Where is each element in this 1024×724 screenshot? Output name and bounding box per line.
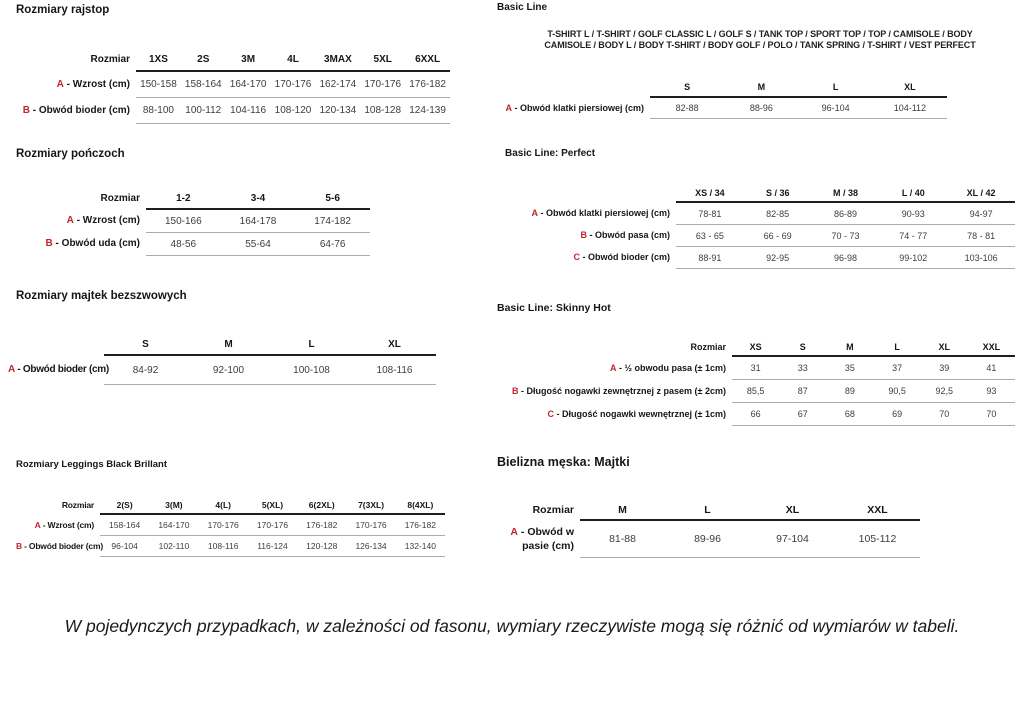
size-value: 97-104 <box>776 533 809 545</box>
table-header-row <box>490 78 947 98</box>
section-title-basic-line: Basic Line <box>497 2 548 13</box>
size-value: 69 <box>892 409 903 419</box>
size-table-leggings <box>16 496 445 557</box>
section-title-basic-line-perfect: Basic Line: Perfect <box>505 148 596 159</box>
column-header: XL <box>388 338 401 350</box>
size-value: 103-106 <box>964 252 998 263</box>
size-table-basic-line <box>490 78 947 119</box>
table-header-cells <box>676 184 1015 203</box>
table-row-cells <box>104 356 436 385</box>
size-value: 87 <box>797 386 808 396</box>
size-value: 55-64 <box>245 238 271 250</box>
row-letter: A <box>8 364 15 376</box>
size-value: 170-176 <box>364 79 402 90</box>
product-list-line-1: T-SHIRT L / T-SHIRT / GOLF CLASSIC L / GOLF S / TANK TOP / SPORT TOP / TOP / CAMISOLE / BODY <box>547 29 973 39</box>
size-value: 31 <box>750 363 761 373</box>
size-value: 100-112 <box>185 105 222 116</box>
size-table-majtki-bezszwowe <box>8 334 436 385</box>
column-header: 5(XL) <box>261 499 284 510</box>
table-corner-label: Rozmiar <box>532 503 574 516</box>
column-header: 3MAX <box>323 53 352 65</box>
size-value: 170-176 <box>355 520 387 530</box>
table-row <box>16 515 445 536</box>
size-value: 74 - 77 <box>899 230 928 241</box>
row-letter: C <box>573 252 580 263</box>
basic-line-product-list <box>500 29 1020 51</box>
column-header: XL / 42 <box>966 187 996 198</box>
row-letter: C <box>547 408 555 419</box>
table-row-cells <box>732 403 1015 426</box>
row-letter: A <box>510 526 518 539</box>
size-value: 48-56 <box>170 238 197 250</box>
size-value: 64-76 <box>319 238 346 250</box>
table-header-row <box>8 334 436 356</box>
table-row-cells <box>580 521 920 558</box>
row-letter: B <box>580 230 587 241</box>
table-row <box>12 72 450 98</box>
size-table-bielizna-meska <box>500 500 920 558</box>
table-header-cells <box>100 496 445 515</box>
section-title-ponczochy: Rozmiary pończoch <box>16 148 125 160</box>
size-value: 176-182 <box>409 79 446 90</box>
size-value: 170-176 <box>274 79 312 90</box>
table-row <box>497 247 1015 269</box>
size-value: 150-158 <box>140 79 177 90</box>
table-row <box>482 380 1015 403</box>
size-value: 94-97 <box>969 208 993 219</box>
size-value: 162-174 <box>319 79 357 90</box>
row-label: A - ½ obwodu pasa (± 1cm) <box>610 362 726 373</box>
table-row <box>500 521 920 558</box>
row-label: A - Obwód bioder (cm) <box>8 364 109 376</box>
table-row <box>16 536 445 557</box>
column-header: XS / 34 <box>695 187 725 198</box>
table-row <box>16 233 370 256</box>
size-table-rajstop <box>12 48 450 124</box>
column-header: 7(3XL) <box>358 499 385 510</box>
row-letter: A <box>66 215 74 227</box>
size-value: 35 <box>844 363 855 373</box>
size-value: 33 <box>797 363 808 373</box>
section-title-basic-line-skinny-hot: Basic Line: Skinny Hot <box>497 302 611 314</box>
row-letter: B <box>512 385 519 396</box>
table-row <box>497 203 1015 225</box>
size-value: 164-170 <box>229 79 267 90</box>
table-corner-label: Rozmiar <box>100 193 140 205</box>
table-corner-label: Rozmiar <box>61 500 94 511</box>
size-value: 126-134 <box>355 541 387 551</box>
column-header: XL <box>938 341 950 352</box>
size-value: 66 - 69 <box>763 230 792 241</box>
size-value: 164-170 <box>158 520 190 530</box>
column-header: XS <box>749 341 762 352</box>
size-value: 88-91 <box>698 252 722 263</box>
row-letter: A <box>505 102 512 113</box>
size-value: 99-102 <box>899 252 928 263</box>
size-value: 164-178 <box>239 215 277 227</box>
table-header-row <box>16 189 370 210</box>
column-header: M <box>618 503 627 516</box>
table-row-cells <box>676 203 1015 225</box>
column-header: 6XXL <box>415 53 441 65</box>
column-header: 6(2XL) <box>308 499 335 510</box>
size-value: 39 <box>939 363 950 373</box>
row-letter: A <box>56 78 64 90</box>
size-value: 104-112 <box>893 103 927 113</box>
column-header: XXL <box>867 503 888 516</box>
size-value: 96-98 <box>833 252 857 263</box>
table-header-cells <box>732 338 1015 357</box>
table-row <box>8 356 436 385</box>
table-row-cells <box>146 210 370 233</box>
size-value: 37 <box>892 363 903 373</box>
column-header: 5XL <box>373 53 392 65</box>
size-value: 70 - 73 <box>831 230 860 241</box>
column-header: L <box>704 503 711 516</box>
column-header: S <box>684 82 691 92</box>
column-header: 8(4XL) <box>407 499 434 510</box>
size-value: 85,5 <box>746 386 765 396</box>
column-header: 3-4 <box>250 193 266 204</box>
table-corner-label: Rozmiar <box>690 341 726 352</box>
section-title-majtki-bezszwowe: Rozmiary majtek bezszwowych <box>16 290 187 302</box>
column-header: S / 36 <box>765 187 790 198</box>
row-letter: A <box>531 208 538 219</box>
size-value: 93 <box>986 386 997 396</box>
size-value: 66 <box>750 409 761 419</box>
table-header-row <box>482 338 1015 357</box>
table-row <box>12 98 450 124</box>
row-letter: B <box>16 541 22 552</box>
table-row-cells <box>100 515 445 536</box>
size-value: 92-100 <box>212 364 245 376</box>
size-value: 82-85 <box>766 208 790 219</box>
size-value: 150-166 <box>164 215 202 227</box>
column-header: L <box>894 341 900 352</box>
column-header: S <box>799 341 806 352</box>
table-row-cells <box>676 247 1015 269</box>
table-row-cells <box>136 98 450 124</box>
table-row-cells <box>650 98 947 119</box>
row-label: A - Wzrost (cm) <box>66 215 140 227</box>
row-label: A - Wzrost (cm) <box>56 78 130 90</box>
footer-disclaimer: W pojedynczych przypadkach, w zależności od fasonu, wymiary rzeczywiste mogą się różnić od wymiarów w tabeli. <box>64 616 960 636</box>
table-header-cells <box>580 500 920 521</box>
column-header: M <box>757 82 766 92</box>
table-header-cells <box>136 48 450 72</box>
size-value: 108-116 <box>376 364 413 376</box>
table-header-row <box>500 500 920 521</box>
column-header: XL <box>904 82 916 92</box>
table-header-row <box>12 48 450 72</box>
size-value: 116-124 <box>257 541 288 551</box>
row-label: A - Wzrost (cm) <box>34 520 94 531</box>
size-value: 70 <box>986 409 997 419</box>
size-value: 104-116 <box>230 105 267 116</box>
column-header: XXL <box>982 341 1001 352</box>
size-value: 105-112 <box>858 533 897 545</box>
column-header: XL <box>785 503 800 516</box>
column-header: M / 38 <box>832 187 858 198</box>
table-header-cells <box>146 189 370 210</box>
row-label: B - Długość nogawki zewnętrznej z pasem (± 2cm) <box>512 385 726 396</box>
row-label: B - Obwód bioder (cm) <box>22 104 130 116</box>
table-row-cells <box>136 72 450 98</box>
size-value: 41 <box>986 363 997 373</box>
size-value: 63 - 65 <box>695 230 724 241</box>
size-table-basic-line-skinny-hot <box>482 338 1015 426</box>
table-row-cells <box>676 225 1015 247</box>
size-value: 89-96 <box>694 533 721 545</box>
size-value: 108-116 <box>207 541 239 551</box>
size-value: 158-164 <box>184 79 222 90</box>
row-letter: B <box>45 238 53 250</box>
size-table-ponczochy <box>16 189 370 256</box>
size-value: 96-104 <box>821 103 850 113</box>
column-header: M <box>846 341 854 352</box>
section-title-bielizna-meska: Bielizna męska: Majtki <box>497 455 630 469</box>
column-header: 4L <box>287 53 299 65</box>
product-list-line-2: CAMISOLE / BODY L / BODY T-SHIRT / BODY GOLF / POLO / TANK SPRING / T-SHIRT / VEST PERFECT <box>544 40 976 50</box>
size-value: 170-176 <box>256 520 289 530</box>
column-header: 3(M) <box>165 499 183 510</box>
column-header: L / 40 <box>901 187 925 198</box>
row-letter: A <box>610 362 617 373</box>
size-value: 100-108 <box>293 364 330 376</box>
size-value: 92-95 <box>766 252 790 263</box>
size-value: 108-128 <box>364 105 402 116</box>
size-value: 68 <box>844 409 855 419</box>
size-value: 78-81 <box>698 208 722 219</box>
column-header: L <box>308 338 315 350</box>
row-label: C - Obwód bioder (cm) <box>573 252 670 263</box>
size-value: 176-182 <box>404 520 436 530</box>
section-title-rajstop: Rozmiary rajstop <box>16 4 110 16</box>
table-row-cells <box>732 357 1015 380</box>
column-header: S <box>142 338 149 350</box>
table-row-cells <box>146 233 370 256</box>
size-value: 124-139 <box>409 105 446 116</box>
table-row <box>482 403 1015 426</box>
row-label: B - Obwód uda (cm) <box>45 238 140 250</box>
size-value: 92,5 <box>935 386 953 396</box>
row-label: A - Obwód w pasie (cm) <box>510 526 574 552</box>
row-label: B - Obwód pasa (cm) <box>580 230 670 241</box>
column-header: M <box>224 338 233 350</box>
size-value: 132-140 <box>404 541 436 551</box>
table-header-row <box>497 184 1015 203</box>
column-header: 2S <box>197 53 210 65</box>
column-header: 2(S) <box>116 499 133 510</box>
size-table-basic-line-perfect <box>497 184 1015 269</box>
column-header: 3M <box>241 53 256 65</box>
size-value: 102-110 <box>158 541 190 551</box>
column-header: L <box>832 82 839 92</box>
size-value: 82-88 <box>675 103 699 113</box>
size-value: 90-93 <box>901 208 925 219</box>
table-row-cells <box>732 380 1015 403</box>
size-value: 170-176 <box>207 520 239 530</box>
table-header-row <box>16 496 445 515</box>
table-row <box>16 210 370 233</box>
size-value: 120-134 <box>319 105 357 116</box>
table-header-cells <box>650 78 947 98</box>
column-header: 1-2 <box>176 193 191 204</box>
row-label: C - Długość nogawki wewnętrznej (± 1cm) <box>547 408 726 419</box>
table-row <box>490 98 947 119</box>
table-row-cells <box>100 536 445 557</box>
size-value: 67 <box>797 409 808 419</box>
size-value: 176-182 <box>306 520 338 530</box>
column-header: 1XS <box>148 53 168 65</box>
size-value: 78 - 81 <box>967 230 996 241</box>
size-value: 108-120 <box>274 105 312 116</box>
table-header-cells <box>104 334 436 356</box>
row-letter: B <box>22 104 30 116</box>
size-value: 84-92 <box>132 364 159 376</box>
row-letter: A <box>34 520 41 531</box>
table-corner-label: Rozmiar <box>90 53 130 65</box>
row-label: A - Obwód klatki piersiowej (cm) <box>505 102 644 113</box>
size-value: 90,5 <box>888 386 906 396</box>
size-value: 174-182 <box>314 215 351 227</box>
size-value: 158-164 <box>109 520 141 530</box>
row-label: B - Obwód bioder (cm) <box>16 541 103 552</box>
size-value: 81-88 <box>609 533 636 545</box>
size-value: 96-104 <box>111 541 138 551</box>
size-value: 88-96 <box>749 103 773 113</box>
table-row <box>482 357 1015 380</box>
column-header: 4(L) <box>215 499 231 510</box>
table-row <box>497 225 1015 247</box>
size-value: 88-100 <box>142 105 174 116</box>
size-value: 70 <box>939 409 950 419</box>
size-value: 120-128 <box>306 541 338 551</box>
size-value: 89 <box>844 386 855 396</box>
column-header: 5-6 <box>325 193 340 204</box>
row-label: A - Obwód klatki piersiowej (cm) <box>531 208 670 219</box>
section-title-leggings: Rozmiary Leggings Black Brillant <box>16 459 167 470</box>
size-value: 86-89 <box>833 208 857 219</box>
